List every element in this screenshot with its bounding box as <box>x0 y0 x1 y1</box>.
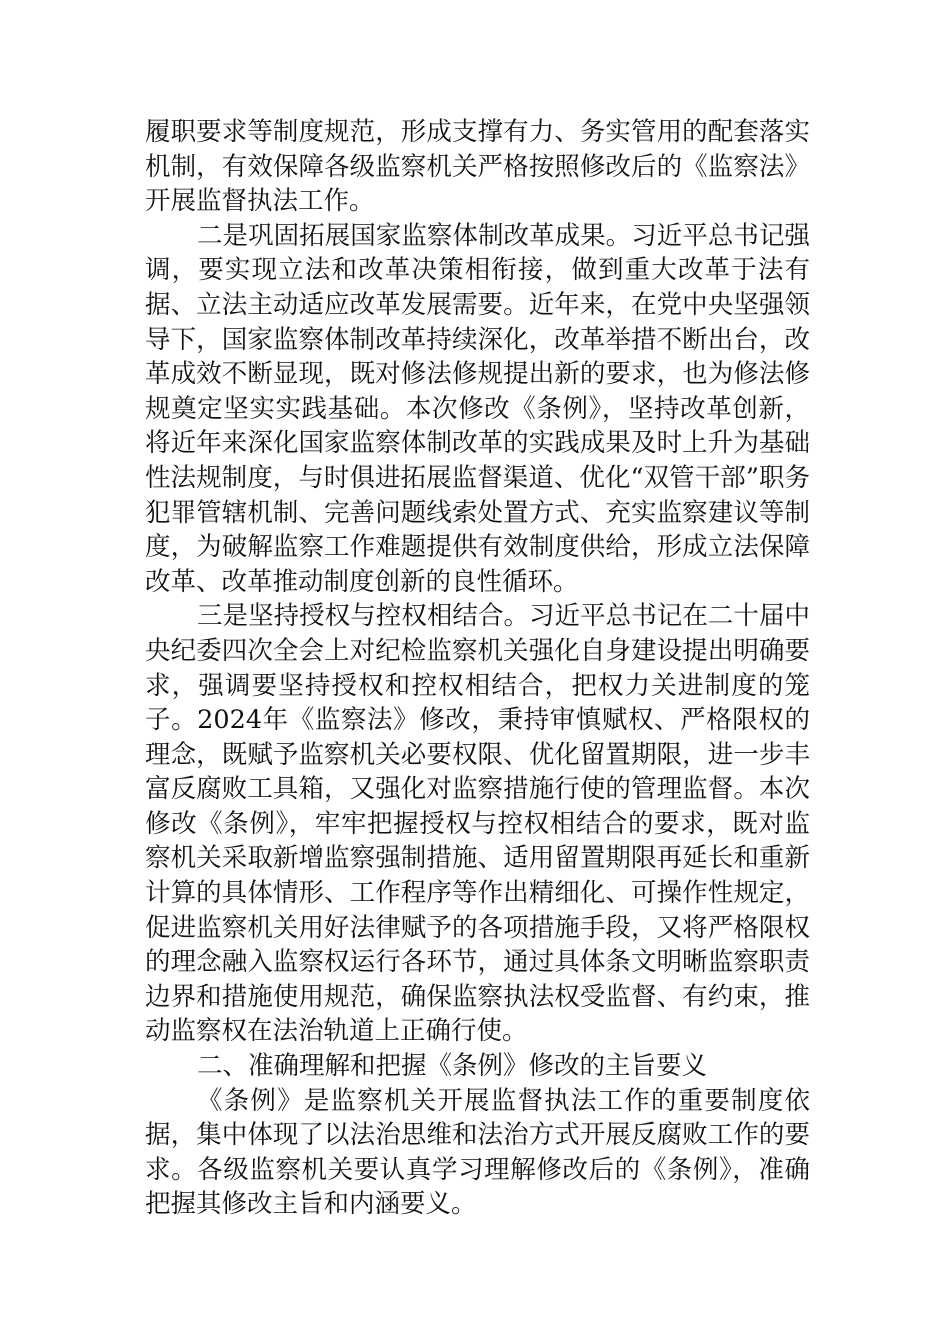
document-body <box>145 115 810 1222</box>
section-heading: 二、准确理解和把握《条例》修改的主旨要义 <box>197 1051 708 1082</box>
paragraph-reform-achievements: 二是巩固拓展国家监察体制改革成果。习近平总书记强调，要实现立法和改革决策相衔接，做到重大改革于法有据、立法主动适应改革发展需要。近年来，在党中央坚强领导下，国家监察体制改革持续深化，改革举措不断出台，改革成效不断显现，既对修法修规提出新的要求，也为修法修规奠定坚实实践基础。本次修改《条例》，坚持改革创新，将近年来深化国家监察体制改革的实践成果及时上升为基础性法规制度，与时俱进拓展监督渠道、优化“双管干部”职务犯罪管辖机制、完善问题线索处置方式、充实监察建议等制度，为破解监察工作难题提供有效制度供给，形成立法保障改革、改革推动制度创新的良性循环。 <box>145 220 810 597</box>
paragraph-regulation-intro: 《条例》是监察机关开展监督执法工作的重要制度依据，集中体现了以法治思维和法治方式开展反腐败工作的要求。各级监察机关要认真学习理解修改后的《条例》，准确把握其修改主旨和内涵要义。 <box>145 1085 810 1220</box>
paragraph-continuation: 履职要求等制度规范，形成支撑有力、务实管用的配套落实机制，有效保障各级监察机关严格按照修改后的《监察法》开展监督执法工作。 <box>145 117 810 217</box>
paragraph-authorization-control: 三是坚持授权与控权相结合。习近平总书记在二十届中央纪委四次全会上对纪检监察机关强化自身建设提出明确要求，强调要坚持授权和控权相结合，把权力关进制度的笼子。2024年《监察法》修改，秉持审慎赋权、严格限权的理念，既赋予监察机关必要权限、优化留置期限，进一步丰富反腐败工具箱，又强化对监察措施行使的管理监督。本次修改《条例》，牢牢把握授权与控权相结合的要求，既对监察机关采取新增监察强制措施、适用留置期限再延长和重新计算的具体情形、工作程序等作出精细化、可操作性规定，促进监察机关用好法律赋予的各项措施手段，又将严格限权的理念融入监察权运行各环节，通过具体条文明晰监察职责边界和措施使用规范，确保监察执法权受监督、有约束，推动监察权在法治轨道上正确行使。 <box>145 601 810 1047</box>
